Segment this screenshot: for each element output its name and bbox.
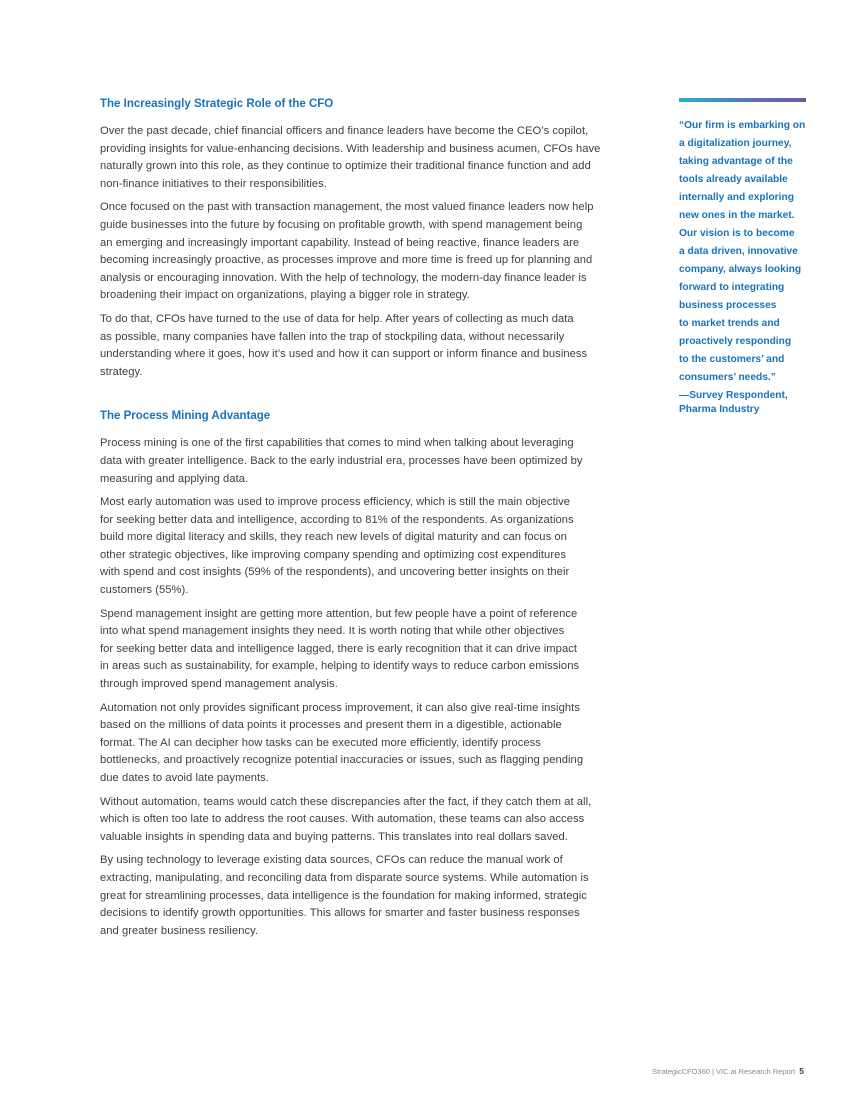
paragraph: Most early automation was used to improve process efficiency, which is still the main objective for seeking better data and intelligence, according to 81% of the respondents. As organizations build more digital literacy and skills, they reach new levels of digital maturity and can focus on other strategic objectives, like improving company spending and optimizing cost expenditures with spend and cost insights (59% of the respondents), and uncovering better insights on their customers (55%).	[100, 496, 574, 597]
section-heading-cfo-role: The Increasingly Strategic Role of the CFO	[100, 98, 334, 110]
pull-quote-sidebar	[679, 98, 809, 416]
quote-attribution: —Survey Respondent, Pharma Industry	[679, 390, 788, 415]
main-content	[100, 97, 625, 946]
gradient-divider	[679, 98, 806, 102]
pull-quote: “Our firm is embarking on a digitalization journey, taking advantage of the tools already available internally and exploring new ones in the market. Our vision is to become a data driven, innovative company, always looking forward to integrating business processes to market trends and proactively responding to the customers’ and consumers’ needs.”	[679, 120, 806, 383]
paragraph: Without automation, teams would catch these discrepancies after the fact, if they catch them at all, which is often too late to address the root causes. With automation, these teams can also access valuable insights in spending data and buying patterns. This translates into real dollars saved.	[100, 795, 592, 843]
paragraph: By using technology to leverage existing data sources, CFOs can reduce the manual work of extracting, manipulating, and reconciling data from disparate source systems. While automation is great for streamlining processes, data intelligence is the foundation for making informed, strategic decisions to identify growth opportunities. This allows for smarter and faster business responses and greater business resiliency.	[100, 854, 589, 937]
paragraph: Over the past decade, chief financial officers and finance leaders have become the CEO’s copilot, providing insights for value-enhancing decisions. With leadership and business acumen, CFOs have naturally grown into this role, as they continue to optimize their traditional finance function and add non-finance initiatives to their responsibilities.	[100, 125, 601, 190]
section-heading-process-mining: The Process Mining Advantage	[100, 410, 271, 423]
paragraph: Process mining is one of the first capabilities that comes to mind when talking about leveraging data with greater intelligence. Back to the early industrial era, processes have been optimized by measuring and applying data.	[100, 437, 583, 485]
report-title: StrategicCFO360 | VIC.ai Research Report	[652, 1067, 796, 1076]
page-footer	[652, 1066, 804, 1076]
page-number: 5	[799, 1066, 804, 1076]
paragraph: Spend management insight are getting more attention, but few people have a point of reference into what spend management insights they need. It is worth noting that while other objectives for seeking better data and intelligence lagged, there is early recognition that it can drive impact in areas such as sustainability, for example, helping to identify ways to reduce carbon emissions through improved spend management analysis.	[100, 607, 580, 691]
paragraph: Once focused on the past with transaction management, the most valued finance leaders now help guide businesses into the future by focusing on profitable growth, with spend management being an emerging and increasingly important capability. Instead of being reactive, finance leaders are becoming increasingly proactive, as processes improve and more time is freed up for planning and analysis or encouraging innovation. With the help of technology, the modern-day finance leader is broadening their impact on organizations, playing a bigger role in strategy.	[100, 201, 594, 302]
paragraph: To do that, CFOs have turned to the use of data for help. After years of collecting as much data as possible, many companies have fallen into the trap of stockpiling data, without necessarily understanding where it goes, how it’s used and how it can support or inform finance and business strategy.	[100, 312, 588, 378]
paragraph: Automation not only provides significant process improvement, it can also give real-time insights based on the millions of data points it processes and present them in a digestible, actionable format. The AI can decipher how tasks can be executed more efficiently, identify process bottlenecks, and proactively recognize potential inaccuracies or issues, such as flagging pending due dates to avoid late payments.	[100, 701, 584, 784]
